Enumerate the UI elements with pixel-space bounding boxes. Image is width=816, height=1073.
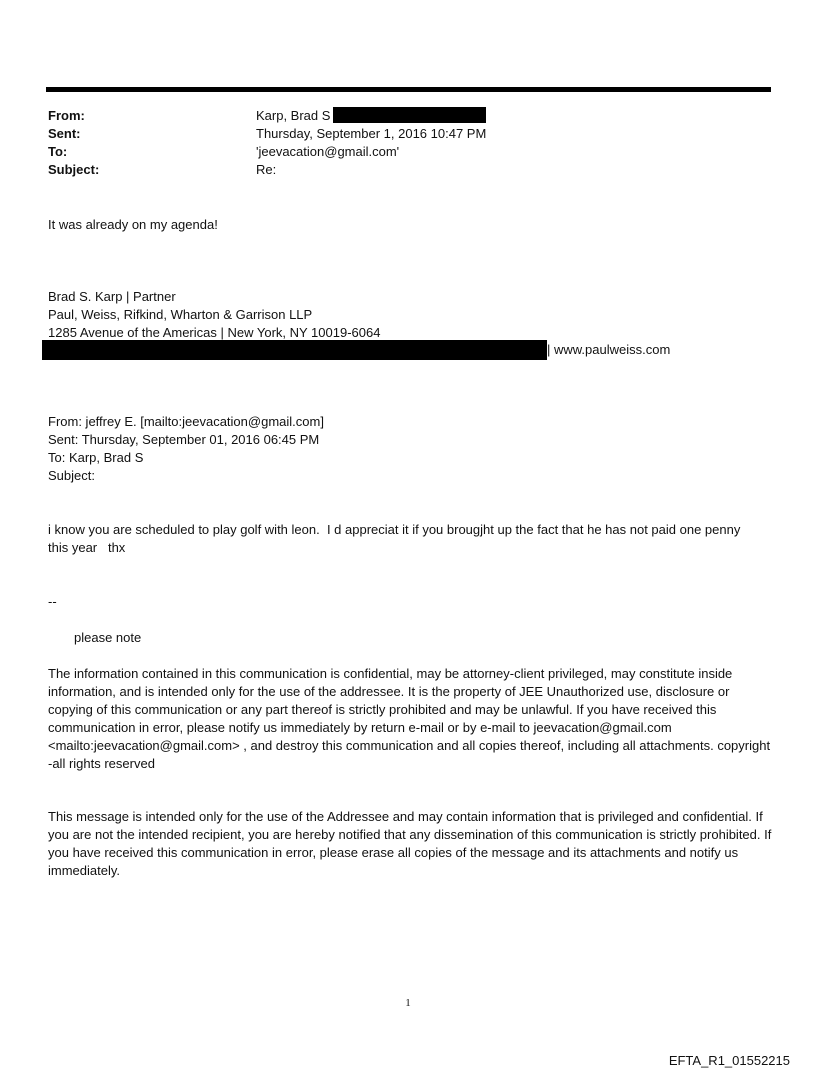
addressee-notice: This message is intended only for the use of the Addressee and may contain information that is privileged and confidential. If you are not the intended recipient, you are hereby notified that any dissemination of this communication is strictly prohibited. If you have received this communication in error, please erase all copies of the message and its attachments and notify us immediately. [48, 809, 772, 878]
from-label: From: [48, 108, 85, 123]
page-number: 1 [405, 997, 411, 1009]
quoted-body: i know you are scheduled to play golf with leon. I d appreciat it if you brougjht up the fact that he has not paid one penny this year thx [48, 522, 744, 555]
separator: -- [48, 594, 57, 609]
quoted-from: From: jeffrey E. [mailto:jeevacation@gmail.com] [48, 414, 324, 429]
signature-contact-row [42, 340, 762, 360]
sent-row [48, 125, 768, 143]
email-header [48, 107, 768, 179]
quoted-header [48, 413, 770, 485]
to-row [48, 143, 768, 161]
from-value [256, 107, 486, 125]
please-note: please note [74, 630, 142, 645]
quoted-subject: Subject: [48, 468, 95, 483]
sent-label: Sent: [48, 126, 81, 141]
document-id: EFTA_R1_01552215 [668, 1053, 790, 1068]
signature-website: | www.paulweiss.com [547, 342, 671, 357]
header-rule [46, 87, 771, 92]
confidentiality-notice: The information contained in this communication is confidential, may be attorney-client privileged, may constitute inside information, and is intended only for the use of the addressee. It is the property of JEE Unauthorized use, disclosure or copying of this communication or any part thereof is strictly prohibited and may be unlawful. If you have received this communication in error, please notify us immediately by return e-mail or by e-mail to jeevacation@gmail.com <mailto:jeevacation@gmail.com> , and destroy this communication and all copies thereof, including all attachments. copyright -all rights reserved [48, 666, 771, 771]
signature-firm: Paul, Weiss, Rifkind, Wharton & Garrison LLP [48, 307, 313, 322]
subject-value: Re: [256, 162, 277, 177]
signature-address: 1285 Avenue of the Americas | New York, NY 10019-6064 [48, 325, 381, 340]
from-row [48, 107, 768, 125]
quoted-to: To: Karp, Brad S [48, 450, 144, 465]
to-label: To: [48, 144, 68, 159]
subject-label: Subject: [48, 162, 100, 177]
signature-name: Brad S. Karp | Partner [48, 289, 176, 304]
sent-value: Thursday, September 1, 2016 10:47 PM [256, 126, 487, 141]
signature-block [48, 288, 770, 342]
redaction-box [42, 340, 547, 360]
from-name: Karp, Brad S [256, 108, 331, 123]
reply-body: It was already on my agenda! [48, 217, 218, 232]
quoted-sent: Sent: Thursday, September 01, 2016 06:45 PM [48, 432, 320, 447]
redaction-box [333, 107, 486, 123]
subject-row [48, 161, 768, 179]
to-value: 'jeevacation@gmail.com' [256, 144, 400, 159]
